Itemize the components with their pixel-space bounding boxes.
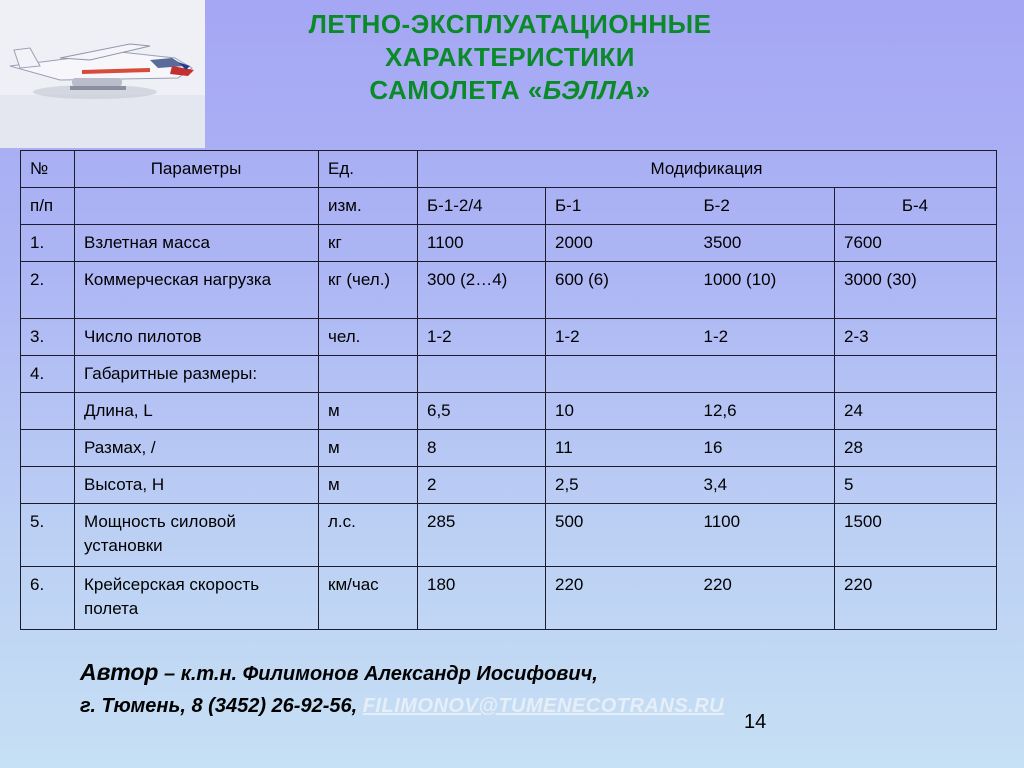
- row-values-b1-b2: [546, 225, 835, 262]
- row-value-b2: 220: [703, 575, 732, 594]
- specs-table: [20, 150, 997, 630]
- row-values-b1-b2: [546, 319, 835, 356]
- title-line-3-prefix: САМОЛЕТА «: [369, 75, 543, 105]
- row-unit: кг: [319, 225, 418, 262]
- row-number: 1.: [21, 225, 75, 262]
- row-value-b1: 500: [555, 512, 584, 531]
- row-number: 5.: [21, 504, 75, 567]
- row-number: 4.: [21, 356, 75, 393]
- header-unit-sub: изм.: [319, 188, 418, 225]
- row-value-b124: 6,5: [418, 393, 546, 430]
- row-value-b1: 1-2: [555, 327, 580, 346]
- row-value-b2: 3500: [703, 233, 742, 252]
- table-row: [21, 356, 997, 393]
- row-parameter: Мощность силовой установки: [75, 504, 319, 567]
- aircraft-name: БЭЛЛА: [542, 75, 636, 105]
- author-line-2: [80, 690, 724, 722]
- title-line-1: ЛЕТНО-ЭКСПЛУАТАЦИОННЫЕ: [308, 9, 712, 39]
- table-row: [21, 225, 997, 262]
- row-value-b1: 10: [555, 401, 574, 420]
- row-value-b124: 180: [418, 567, 546, 630]
- row-value-b4: 3000 (30): [835, 262, 997, 319]
- row-value-b124: [418, 356, 546, 393]
- row-value-b2: 1100: [703, 512, 741, 531]
- row-value-b2: 12,6: [703, 401, 737, 420]
- author-email-link[interactable]: FILIMONOV@TUMENECOTRANS.RU: [362, 695, 725, 717]
- row-parameter: Число пилотов: [75, 319, 319, 356]
- header-row-2: [21, 188, 997, 225]
- row-parameter: Коммерческая нагрузка: [75, 262, 319, 319]
- row-value-b4: 220: [835, 567, 997, 630]
- row-value-b1: 2000: [555, 233, 593, 252]
- author-address: г. Тюмень, 8 (3452) 26-92-56,: [80, 695, 363, 717]
- table-row: [21, 504, 997, 567]
- row-value-b124: 285: [418, 504, 546, 567]
- row-value-b124: 1-2: [418, 319, 546, 356]
- row-unit: км/час: [319, 567, 418, 630]
- header-params-sub: [75, 188, 319, 225]
- mod-b1: Б-1: [555, 196, 582, 215]
- row-unit: чел.: [319, 319, 418, 356]
- header-params: Параметры: [75, 151, 319, 188]
- row-value-b4: 28: [835, 430, 997, 467]
- row-value-b4: 2-3: [835, 319, 997, 356]
- title-line-3: [230, 74, 790, 107]
- table-row: [21, 430, 997, 467]
- row-number: 2.: [21, 262, 75, 319]
- header-no: №: [21, 151, 75, 188]
- header-modification: Модификация: [418, 151, 997, 188]
- author-block: [80, 656, 724, 722]
- row-values-b1-b2: [546, 567, 835, 630]
- row-value-b2: 1-2: [703, 327, 729, 346]
- row-values-b1-b2: [546, 262, 835, 319]
- table-row: [21, 262, 997, 319]
- author-line-1: [80, 656, 724, 690]
- row-value-b4: 1500: [835, 504, 997, 567]
- row-number: [21, 467, 75, 504]
- header-unit: Ед.: [319, 151, 418, 188]
- header-row-1: [21, 151, 997, 188]
- mod-b2: Б-2: [703, 196, 730, 215]
- author-name: – к.т.н. Филимонов Александр Иосифович,: [158, 663, 598, 685]
- row-value-b4: [835, 356, 997, 393]
- row-parameter: Габаритные размеры:: [75, 356, 319, 393]
- row-value-b1: 600 (6): [555, 270, 609, 289]
- row-values-b1-b2: [546, 393, 835, 430]
- aircraft-photo: [0, 0, 205, 148]
- aircraft-illustration: [0, 0, 205, 148]
- table-row: [21, 319, 997, 356]
- row-unit: м: [319, 430, 418, 467]
- row-parameter: Длина, L: [75, 393, 319, 430]
- row-unit: м: [319, 393, 418, 430]
- row-value-b2: 16: [703, 438, 723, 457]
- row-number: [21, 393, 75, 430]
- table-row: [21, 393, 997, 430]
- row-unit: л.с.: [319, 504, 418, 567]
- mod-b4: Б-4: [835, 188, 997, 225]
- row-value-b124: 2: [418, 467, 546, 504]
- row-value-b124: 1100: [418, 225, 546, 262]
- row-parameter: Размах, /: [75, 430, 319, 467]
- row-number: 6.: [21, 567, 75, 630]
- table-row: [21, 567, 997, 630]
- row-values-b1-b2: [546, 467, 835, 504]
- page-title: [230, 8, 790, 107]
- row-value-b4: 7600: [835, 225, 997, 262]
- header-no-sub: п/п: [21, 188, 75, 225]
- row-unit: кг (чел.): [319, 262, 418, 319]
- row-value-b2: 1000 (10): [703, 270, 777, 289]
- author-label: Автор: [80, 659, 159, 685]
- row-value-b1: 11: [555, 438, 573, 457]
- row-parameter: Крейсерская скорость полета: [75, 567, 319, 630]
- row-number: 3.: [21, 319, 75, 356]
- row-number: [21, 430, 75, 467]
- row-values-b1-b2: [546, 504, 835, 567]
- page-number: 14: [744, 711, 767, 733]
- row-unit: м: [319, 467, 418, 504]
- row-values-b1-b2: [546, 356, 835, 393]
- row-value-b124: 8: [418, 430, 546, 467]
- row-value-b4: 24: [835, 393, 997, 430]
- row-value-b4: 5: [835, 467, 997, 504]
- row-unit: [319, 356, 418, 393]
- row-values-b1-b2: [546, 430, 835, 467]
- row-value-b124: 300 (2…4): [418, 262, 546, 319]
- row-parameter: Высота, Н: [75, 467, 319, 504]
- title-line-3-suffix: »: [635, 75, 651, 105]
- mod-b124: Б-1-2/4: [418, 188, 546, 225]
- table-row: [21, 467, 997, 504]
- mod-b1-b2: [546, 188, 835, 225]
- row-value-b2: 3,4: [703, 475, 728, 494]
- title-line-2: ХАРАКТЕРИСТИКИ: [385, 42, 635, 72]
- row-value-b1: 220: [555, 575, 584, 594]
- row-value-b1: 2,5: [555, 475, 579, 494]
- row-parameter: Взлетная масса: [75, 225, 319, 262]
